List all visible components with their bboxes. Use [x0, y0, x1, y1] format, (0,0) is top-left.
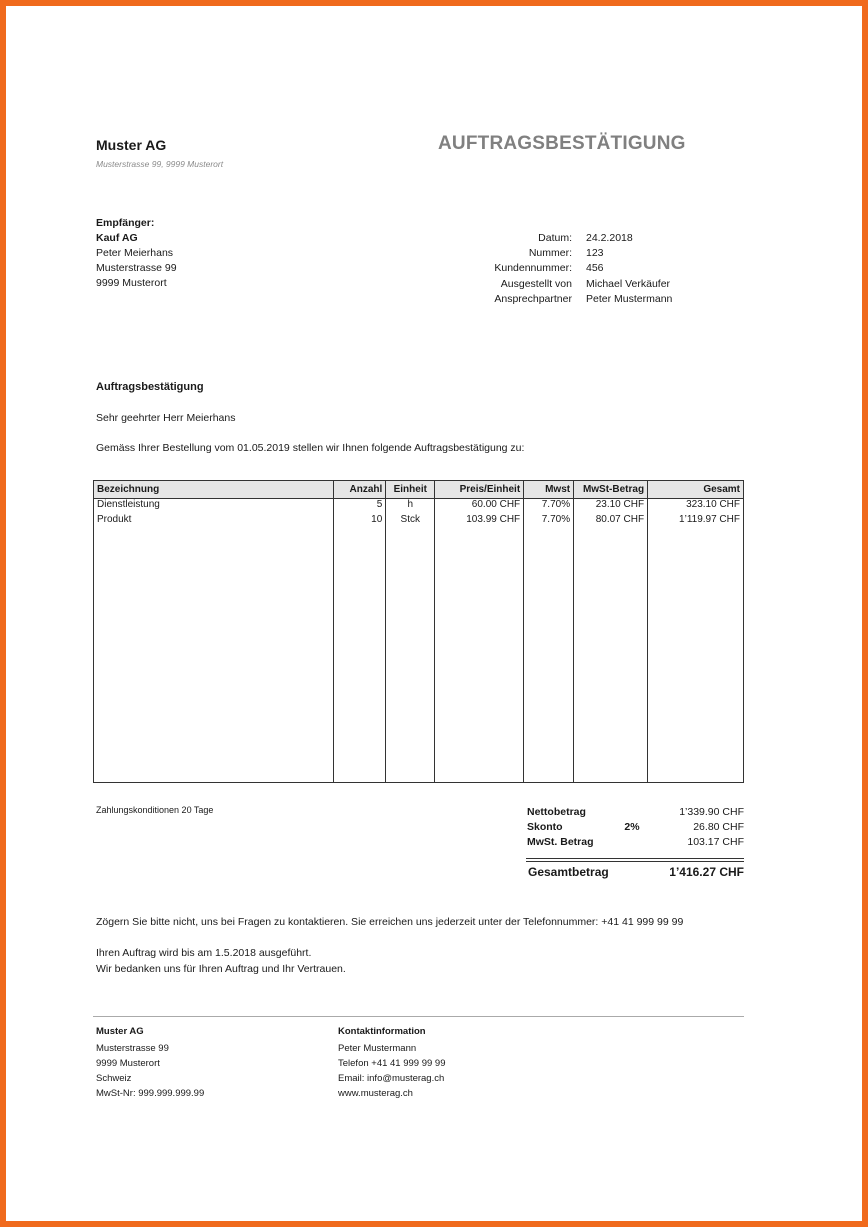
- meta-value: Peter Mustermann: [586, 292, 673, 305]
- contact-note: Zögern Sie bitte nicht, uns bei Fragen zu kontaktieren. Sie erreichen uns jederzeit unter der Telefonnummer: +41 41 999 99 99: [96, 916, 684, 928]
- grand-total-value: 1’416.27 CHF: [669, 865, 744, 879]
- recipient-block: [96, 216, 177, 291]
- cell-mwst: 7.70%: [524, 514, 574, 529]
- footer-contact-email[interactable]: Email: info@musterag.ch: [338, 1073, 445, 1084]
- footer-company-street: Musterstrasse 99: [96, 1043, 169, 1054]
- netto-label: Nettobetrag: [527, 805, 586, 818]
- footer-company: [96, 1024, 204, 1101]
- meta-row: [436, 292, 672, 307]
- meta-row: [436, 246, 672, 261]
- footer-company-country: Schweiz: [96, 1073, 132, 1084]
- footer-contact-heading: Kontaktinformation: [338, 1026, 426, 1037]
- totals-row-skonto: [527, 819, 744, 834]
- cell-gesamt: 1’119.97 CHF: [648, 514, 744, 529]
- meta-row: [436, 261, 672, 276]
- col-header-mwst: Mwst: [524, 481, 574, 499]
- col-header-preis: Preis/Einheit: [435, 481, 524, 499]
- cell-anzahl: 10: [334, 514, 386, 529]
- total-divider: [526, 861, 744, 862]
- thanks-note: Wir bedanken uns für Ihren Auftrag und Ihr Vertrauen.: [96, 962, 346, 975]
- recipient-company: Kauf AG: [96, 232, 138, 244]
- grand-total-label: Gesamtbetrag: [528, 865, 609, 879]
- footer-company-heading: Muster AG: [96, 1026, 144, 1037]
- cell-gesamt: 323.10 CHF: [648, 499, 744, 515]
- cell-bezeichnung: Dienstleistung: [94, 499, 334, 515]
- cell-einheit: h: [386, 499, 435, 515]
- items-table: [93, 480, 744, 783]
- grand-total: [528, 865, 744, 879]
- mwst-label: MwSt. Betrag: [527, 835, 594, 848]
- meta-value: Michael Verkäufer: [586, 277, 671, 290]
- footer-contact-phone: Telefon +41 41 999 99 99: [338, 1058, 446, 1069]
- table-header-row: [94, 481, 744, 499]
- footer-contact-web[interactable]: www.musterag.ch: [338, 1088, 413, 1099]
- skonto-label: Skonto: [527, 820, 563, 833]
- footer-divider: [93, 1016, 744, 1017]
- meta-row: [436, 231, 672, 246]
- cell-einheit: Stck: [386, 514, 435, 529]
- meta-row: [436, 277, 672, 292]
- meta-label: Datum:: [538, 232, 572, 244]
- cell-bezeichnung: Produkt: [94, 514, 334, 529]
- totals-block: [527, 804, 744, 849]
- meta-value: 456: [586, 262, 604, 275]
- document-meta: [436, 231, 672, 307]
- document-title: AUFTRAGSBESTÄTIGUNG: [438, 133, 686, 154]
- cell-mwst: 7.70%: [524, 499, 574, 515]
- intro-text: Gemäss Ihrer Bestellung vom 01.05.2019 stellen wir Ihnen folgende Auftragsbestätigung zu:: [96, 442, 525, 454]
- payment-terms: Zahlungskonditionen 20 Tage: [96, 805, 214, 815]
- cell-preis: 103.99 CHF: [435, 514, 524, 529]
- footer-company-city: 9999 Musterort: [96, 1058, 160, 1069]
- execution-note: Ihren Auftrag wird bis am 1.5.2018 ausgeführt.: [96, 947, 312, 959]
- meta-value: 24.2.2018: [586, 232, 633, 244]
- footer-contact: [338, 1024, 446, 1101]
- cell-mwst-betrag: 80.07 CHF: [574, 514, 648, 529]
- col-header-bezeichnung: Bezeichnung: [94, 481, 334, 499]
- netto-value: 1’339.90 CHF: [679, 805, 744, 818]
- meta-label: Kundennummer:: [494, 262, 572, 275]
- skonto-value: 26.80 CHF: [693, 820, 744, 833]
- recipient-city: 9999 Musterort: [96, 277, 167, 289]
- table-row: [94, 499, 744, 515]
- sender-address: Musterstrasse 99, 9999 Musterort: [96, 159, 224, 169]
- footer-company-vat: MwSt-Nr: 999.999.999.99: [96, 1088, 205, 1099]
- recipient-person: Peter Meierhans: [96, 247, 174, 259]
- recipient-heading: Empfänger:: [96, 217, 155, 229]
- col-header-mwst-betrag: MwSt-Betrag: [574, 481, 648, 499]
- cell-mwst-betrag: 23.10 CHF: [574, 499, 648, 515]
- cell-anzahl: 5: [334, 499, 386, 515]
- col-header-anzahl: Anzahl: [334, 481, 386, 499]
- closing-text: [96, 946, 346, 977]
- meta-value: 123: [586, 247, 604, 260]
- cell-preis: 60.00 CHF: [435, 499, 524, 515]
- recipient-street: Musterstrasse 99: [96, 262, 177, 274]
- table-empty-space: [94, 529, 744, 783]
- totals-row-netto: [527, 804, 744, 819]
- col-header-einheit: Einheit: [386, 481, 435, 499]
- skonto-percent: 2%: [624, 820, 640, 833]
- totals-row-mwst: [527, 834, 744, 849]
- footer-contact-person: Peter Mustermann: [338, 1043, 417, 1054]
- meta-label: Ausgestellt von: [500, 277, 572, 290]
- total-divider: [526, 858, 744, 859]
- subject-line: Auftragsbestätigung: [96, 381, 204, 393]
- meta-label: Ansprechpartner: [494, 292, 572, 305]
- col-header-gesamt: Gesamt: [648, 481, 744, 499]
- meta-label: Nummer:: [528, 247, 572, 260]
- table-row: [94, 514, 744, 529]
- sender-name: Muster AG: [96, 137, 167, 153]
- salutation: Sehr geehrter Herr Meierhans: [96, 412, 236, 424]
- mwst-value: 103.17 CHF: [687, 835, 744, 848]
